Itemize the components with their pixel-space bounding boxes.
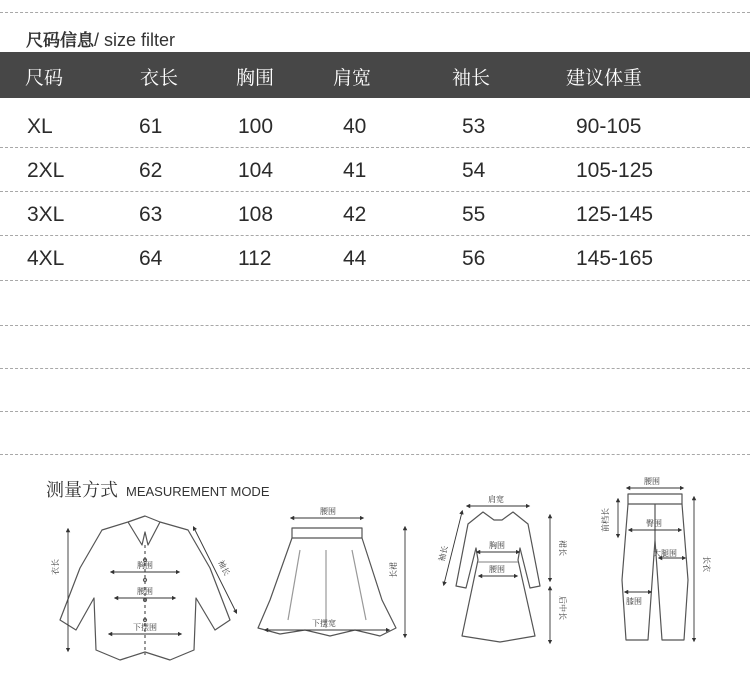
- dress-length-label: 裙长: [558, 540, 567, 556]
- header-length: 衣长: [140, 67, 179, 89]
- dress-waist-label: 腰围: [489, 565, 505, 574]
- cell-weight: 105-125: [576, 159, 654, 182]
- shirt-length-label: 衣长: [51, 559, 60, 575]
- cell-length: 62: [139, 159, 163, 182]
- cell-size: 2XL: [27, 159, 65, 182]
- header-sleeve: 袖长: [452, 67, 491, 89]
- cell-shoulder: 42: [343, 203, 367, 226]
- header-chest: 胸围: [236, 67, 275, 89]
- cell-length: 63: [139, 203, 163, 226]
- pants-knee-label: 膝围: [626, 597, 642, 606]
- pants-hip-label: 臀围: [646, 519, 662, 528]
- cell-weight: 125-145: [576, 203, 654, 226]
- shirt-waist-label: 腰围: [137, 587, 153, 596]
- cell-shoulder: 40: [343, 115, 367, 138]
- cell-chest: 104: [238, 159, 274, 182]
- cell-chest: 100: [238, 115, 274, 138]
- cell-chest: 108: [238, 203, 274, 226]
- dress-sleeve-label: 袖长: [437, 544, 450, 563]
- cell-shoulder: 44: [343, 247, 367, 270]
- cell-length: 61: [139, 115, 163, 138]
- dress-icon: [456, 512, 540, 642]
- cell-sleeve: 53: [462, 115, 486, 138]
- cell-sleeve: 56: [462, 247, 486, 270]
- skirt-hem-label: 下摆宽: [312, 619, 336, 628]
- cell-sleeve: 55: [462, 203, 486, 226]
- cell-chest: 112: [238, 247, 272, 270]
- shirt-sleeve-label: 袖长: [216, 558, 232, 578]
- shirt-hem-label: 下摆围: [133, 623, 157, 632]
- measurement-title-cn: 测量方式: [46, 480, 118, 501]
- header-shoulder: 肩宽: [333, 67, 372, 89]
- cell-size: XL: [27, 115, 53, 138]
- size-info-title-cn: 尺码信息: [26, 31, 94, 51]
- header-weight: 建议体重: [566, 67, 643, 89]
- pants-icon: [622, 494, 688, 640]
- cell-length: 64: [139, 247, 163, 270]
- skirt-waist-label: 腰围: [320, 507, 336, 516]
- skirt-length-label: 长裙: [389, 562, 398, 578]
- cell-sleeve: 54: [462, 159, 486, 182]
- cell-weight: 90-105: [576, 115, 642, 138]
- measurement-title-en: MEASUREMENT MODE: [126, 484, 270, 499]
- dress-back-center-label: 后中长: [558, 596, 567, 620]
- cell-shoulder: 41: [343, 159, 367, 182]
- pants-thigh-label: 大腿围: [653, 549, 677, 558]
- shirt-chest-label: 胸围: [137, 561, 153, 570]
- pants-front-rise-label: 前档长: [601, 508, 610, 532]
- pants-length-label: 长衣: [702, 556, 711, 572]
- cell-weight: 145-165: [576, 247, 654, 270]
- header-size: 尺码: [25, 67, 64, 89]
- dress-shoulder-label: 肩宽: [488, 495, 504, 504]
- cell-size: 3XL: [27, 203, 65, 226]
- size-info-title-en: / size filter: [94, 30, 176, 50]
- dress-chest-label: 胸围: [489, 541, 505, 550]
- pants-waist-label: 腰围: [644, 477, 660, 486]
- cell-size: 4XL: [27, 247, 65, 270]
